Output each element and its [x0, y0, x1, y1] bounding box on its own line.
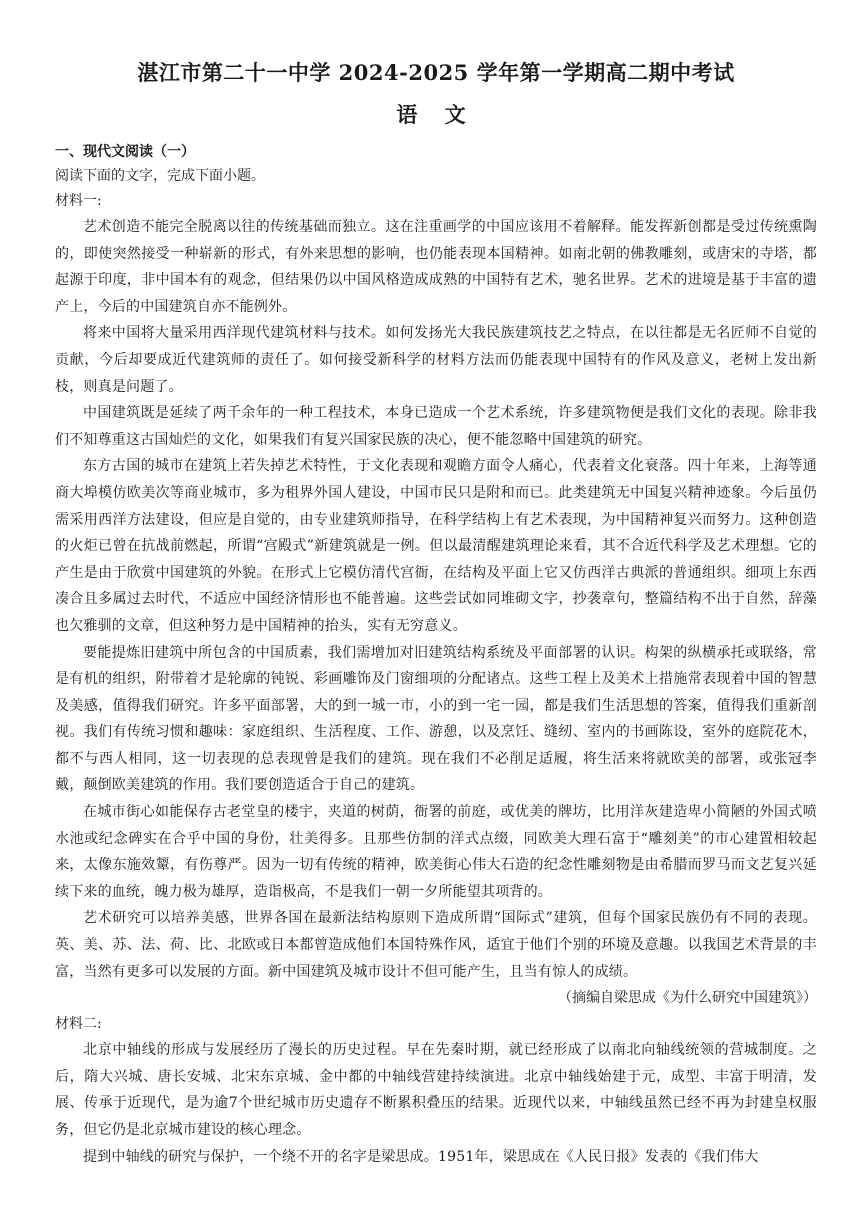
- material-one-paragraph: 艺术研究可以培养美感，世界各国在最新法结构原则下造成所谓“国际式”建筑，但每个国家民族仍有不同的表现。英、美、苏、法、荷、比、北欧或日本都曾造成他们本国特殊作风，适宜于他们个别的环境及意趣。以我国艺术背景的丰富，当然有更多可以发展的方面。新中国建筑及城市设计不但可能产生，且当有惊人的成绩。: [55, 910, 817, 980]
- material-one-paragraph: 将来中国将大量采用西洋现代建筑材料与技术。如何发扬光大我民族建筑技艺之特点，在以往都是无名匠师不自觉的贡献，今后却要成近代建筑师的责任了。如何接受新科学的材料方法而仍能表现中国特有的作风及意义，老树上发出新枝，则真是问题了。: [55, 325, 817, 395]
- material-one-label: 材料一:: [55, 193, 102, 209]
- material-one-source: （摘编自梁思成《为什么研究中国建筑》）: [558, 990, 817, 1007]
- reading-instruction: 阅读下面的文字，完成下面小题。: [55, 168, 265, 184]
- material-one-paragraph: 中国建筑既是延续了两千余年的一种工程技术，本身已造成一个艺术系统，许多建筑物便是我们文化的表现。除非我们不知尊重这古国灿烂的文化，如果我们有复兴国家民族的决心，便不能忽略中国建筑的研究。: [55, 405, 817, 448]
- exam-title: 湛江市第二十一中学 2024-2025 学年第一学期高二期中考试: [137, 60, 735, 85]
- section-heading: 一、现代文阅读（一）: [55, 144, 195, 160]
- material-one-paragraph: 要能提炼旧建筑中所包含的中国质素，我们需增加对旧建筑结构系统及平面部署的认识。构架的纵横承托或联络，常是有机的组织，附带着才是轮廓的钝锐、彩画雕饰及门窗细项的分配诸点。这些工程上及美术上措施常表现着中国的智慧及美感，值得我们研究。许多平面部署，大的到一城一市，小的到一宅一园，都是我们生活思想的答案，值得我们重新剖视。我们有传统习惯和趣味：家庭组织、生活程度、工作、游憩，以及烹饪、缝纫、室内的书画陈设，室外的庭院花木，都不与西人相同，这一切表现的总表现曾是我们的建筑。现在我们不必削足适履，将生活来将就欧美的部署，或张冠李戴，颠倒欧美建筑的作用。我们要创造适合于自己的建筑。: [55, 644, 817, 794]
- material-one-paragraph: 在城市街心如能保存古老堂皇的楼宇，夹道的树荫，衙署的前庭，或优美的牌坊，比用洋灰建造卑小简陋的外国式喷水池或纪念碑实在合乎中国的身份，壮美得多。且那些仿制的洋式点缀，同欧美大理石富于“雕刻美”的市心建置相较起来，太像东施效颦，有伤尊严。因为一切有传统的精神，欧美街心伟大石造的纪念性雕刻物是由希腊而罗马而文艺复兴延续下来的血统，魄力极为雄厚，造诣极高，不是我们一朝一夕所能望其项背的。: [55, 804, 817, 900]
- material-two-paragraph: 北京中轴线的形成与发展经历了漫长的历史过程。早在先秦时期，就已经形成了以南北向轴线统领的营城制度。之后，隋大兴城、唐长安城、北宋东京城、金中都的中轴线营建持续演进。北京中轴线始建于元，成型、丰富于明清，发展、传承于近现代，是为逾7个世纪城市历史遗存不断累积叠压的结果。近现代以来，中轴线虽然已经不再为封建皇权服务，但它仍是北京城市建设的核心理念。: [55, 1042, 817, 1138]
- material-two-paragraph: 提到中轴线的研究与保护，一个绕不开的名字是梁思成。1951年，梁思成在《人民日报》发表的《我们伟大: [83, 1148, 759, 1165]
- material-one-paragraph: 东方古国的城市在建筑上若失掉艺术特性，于文化表现和观瞻方面令人痛心，代表着文化衰落。四十年来，上海等通商大埠模仿欧美次等商业城市，多为租界外国人建设，中国市民只是附和而已。此类建筑无中国复兴精神迹象。今后虽仍需采用西洋方法建设，但应是自觉的，由专业建筑师指导，在科学结构上有艺术表现，为中国精神复兴而努力。这种创造的火炬已曾在抗战前燃起，所谓“宫殿式”新建筑就是一例。但以最清醒建筑理论来看，其不合近代科学及艺术理想。它的产生是由于欣赏中国建筑的外貌。在形式上它模仿清代宫衙，在结构及平面上它又仿西洋古典派的普通组织。细项上东西凑合且多属过去时代，不适应中国经济情形也不能普遍。这些尝试如同堆砌文字，抄袭章句，整篇结构不出于自然，辞藻也欠雅驯的文章，但这种努力是中国精神的抬头，实有无穷意义。: [55, 458, 817, 634]
- subject-title: 语 文: [396, 102, 476, 127]
- material-two-label: 材料二:: [55, 1016, 102, 1033]
- material-one-paragraph: 艺术创造不能完全脱离以往的传统基础而独立。这在注重画学的中国应该用不着解释。能发挥新创都是受过传统熏陶的，即使突然接受一种崭新的形式，有外来思想的影响，也仍能表现本国精神。如南北朝的佛教雕刻，或唐宋的寺塔，都起源于印度，非中国本有的观念，但结果仍以中国风格造成成熟的中国特有艺术，驰名世界。艺术的进境是基于丰富的遗产上，今后的中国建筑自亦不能例外。: [55, 219, 817, 315]
